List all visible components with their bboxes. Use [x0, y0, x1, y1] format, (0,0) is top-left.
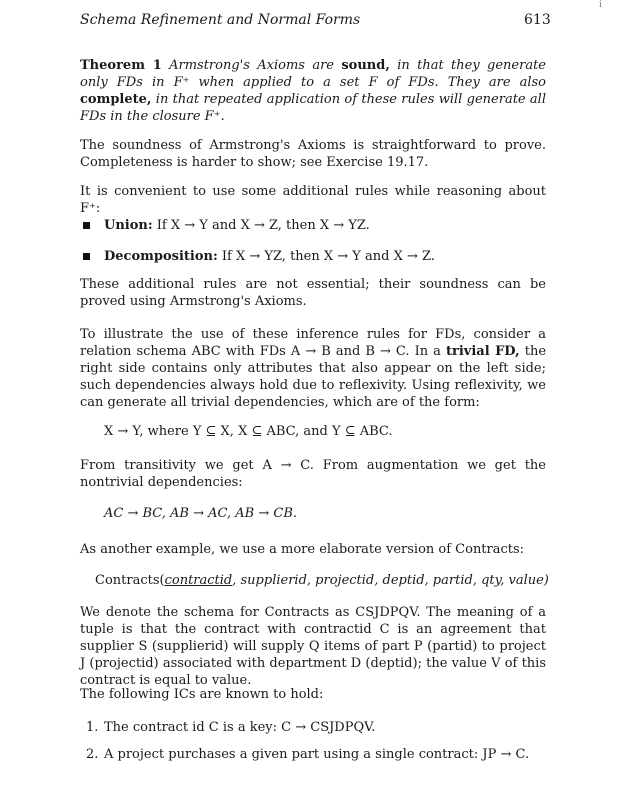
- paragraph-soundness: The soundness of Armstrong's Axioms is straightforward to prove. Completeness is harder to show; see Exercise 19.17.: [80, 138, 546, 170]
- rule-text: If X → Y and X → Z, then X → YZ.: [156, 218, 370, 233]
- rule-union: [80, 217, 546, 239]
- paragraph-additional-rules: It is convenient to use some additional rules while reasoning about F⁺:: [80, 184, 546, 216]
- bullet-square-icon: [83, 253, 90, 260]
- paragraph-csjdpqv: We denote the schema for Contracts as CSJDPQV. The meaning of a tuple is that the contract with contractid C is an agreement that supplier S (supplierid) will supply Q items of part P (partid) to project J (projectid) associated with department D (deptid); the value V of this contract is equal to value.: [80, 605, 546, 688]
- list-text: A project purchases a given part using a single contract: JP → C.: [104, 747, 530, 762]
- theorem-1: [80, 57, 546, 125]
- rule-decomposition: [80, 248, 546, 270]
- paragraph-another-example: As another example, we use a more elaborate version of Contracts:: [80, 542, 525, 557]
- paragraph-text: the right side contains only attributes that also appear on the left side; such dependencies always hold due to reflexivity. Using reflexivity, we can generate all trivial dependencies, which are of the form:: [80, 344, 547, 410]
- contracts-schema: [95, 573, 549, 588]
- page-number: 613: [524, 12, 551, 28]
- schema-attributes: , supplierid, projectid, deptid, partid, qty, value): [232, 573, 549, 588]
- theorem-label: Theorem 1: [80, 58, 162, 73]
- rule-name: Union:: [104, 218, 153, 233]
- list-item: [86, 746, 546, 763]
- paragraph-text: To illustrate the use of these inference rules for FDs, consider a relation schema ABC with FDs A → B and B → C. In a: [80, 327, 546, 359]
- formula-nontrivial: AC → BC, AB → AC, AB → CB.: [104, 506, 298, 521]
- theorem-text-c: in that repeated application of these rules will generate all FDs in the closure F⁺.: [80, 92, 546, 124]
- bullet-square-icon: [83, 222, 90, 229]
- list-text: The contract id C is a key: C → CSJDPQV.: [104, 720, 376, 735]
- list-number: 1.: [86, 720, 99, 735]
- rules-list: [80, 217, 546, 270]
- list-item: [86, 719, 546, 736]
- rule-name: Decomposition:: [104, 249, 218, 264]
- paragraph-transitivity: From transitivity we get A → C. From augmentation we get the nontrivial dependencies:: [80, 458, 546, 490]
- running-header: Schema Refinement and Normal Forms: [80, 12, 361, 28]
- paragraph-not-essential: These additional rules are not essential; their soundness can be proved using Armstrong's Axioms.: [80, 277, 546, 309]
- schema-name: Contracts(: [95, 573, 165, 588]
- list-number: 2.: [86, 747, 99, 762]
- term-trivial-fd: trivial FD,: [445, 344, 520, 359]
- formula-trivial: X → Y, where Y ⊆ X, X ⊆ ABC, and Y ⊆ ABC.: [104, 424, 393, 439]
- theorem-sound: sound,: [341, 58, 390, 73]
- schema-key: contractid: [164, 573, 233, 588]
- theorem-text-b: in that they generate only FDs in F⁺ when applied to a set F of FDs. They are also: [80, 58, 546, 90]
- corner-mark: i: [599, 0, 602, 10]
- theorem-complete: complete,: [80, 92, 152, 107]
- paragraph-trivial-fd: [80, 326, 546, 411]
- paragraph-ics: The following ICs are known to hold:: [80, 687, 324, 702]
- rule-text: If X → YZ, then X → Y and X → Z.: [221, 249, 435, 264]
- theorem-text-a: Armstrong's Axioms are: [169, 58, 334, 73]
